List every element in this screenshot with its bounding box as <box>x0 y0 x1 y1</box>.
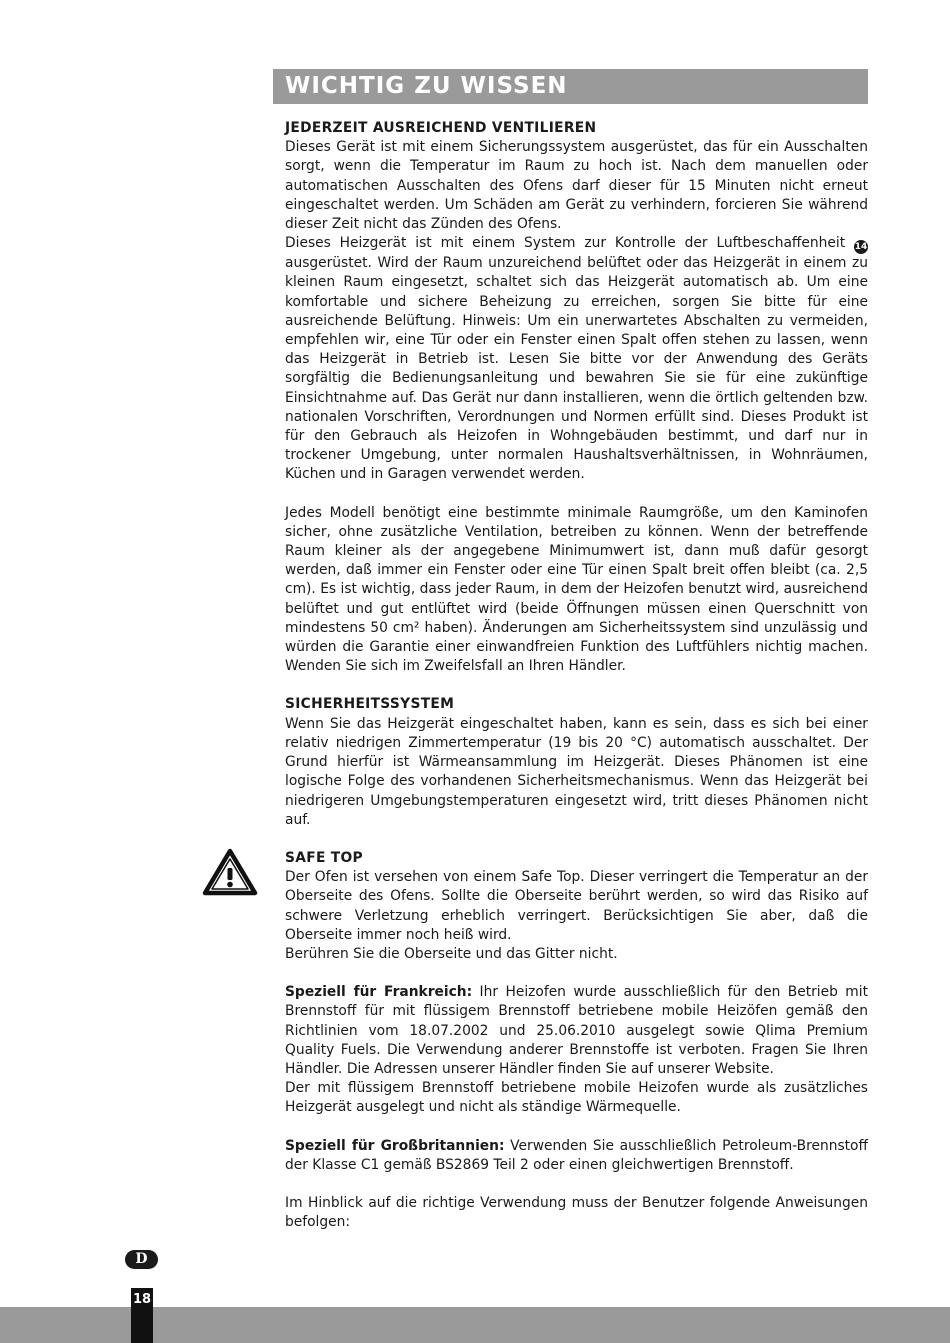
paragraph: Der mit flüssigem Brennstoff betriebene mobile Heizofen wurde als zusätzliches Heizgerät ausgelegt und nicht als ständige Wärmequelle. <box>285 1080 868 1116</box>
page-number: 18 <box>132 1292 152 1307</box>
paragraph: Berühren Sie die Oberseite und das Gitter nicht. <box>285 945 618 962</box>
section-title-bar <box>273 69 868 104</box>
paragraph-text: Ihr Heizofen wurde ausschließlich für den Betrieb mit Brennstoff für mit flüssigem Brennstoff betriebene mobile Heizöfen gemäß den Richtlinien vom 18.07.2002 und 25.06.2010 ausgelegt sowie Qlima Premium Quality Fuels. Die Verwendung anderer Brennstoffe ist verboten. Fragen Sie Ihren Händler. Die Adressen unserer Händler finden Sie auf unserer Website. <box>285 984 868 1077</box>
heading-safe-top: SAFE TOP <box>285 849 363 866</box>
paragraph: Der Ofen ist versehen von einem Safe Top. Dieser verringert die Temperatur an der Oberseite des Ofens. Sollte die Oberseite berührt werden, so wird das Risiko auf schwere Verletzung erheblich verringert. Berücksichtigen Sie aber, daß die Oberseite immer noch heiß wird. <box>285 869 868 943</box>
paragraph: Im Hinblick auf die richtige Verwendung muss der Benutzer folgende Anweisungen befolgen: <box>285 1194 868 1231</box>
reference-number-badge: 14 <box>854 242 868 253</box>
heading-ventilieren: JEDERZEIT AUSREICHEND VENTILIEREN <box>285 120 597 136</box>
paragraph: Wenn Sie das Heizgerät eingeschaltet haben, kann es sein, dass es sich bei einer relativ niedrigen Zimmertemperatur (19 bis 20 °C) automatisch ausschaltet. Der Grund hierfür ist Wärmeansammlung im Heizgerät. Dieses Phänomen ist eine logische Folge des vorhandenen Sicherheitsmechanismus. Wenn das Heizgerät bei niedrigeren Umgebungstemperaturen eingesetzt wird, tritt dieses Phänomen nicht auf. <box>285 715 868 828</box>
paragraph-grossbritannien <box>285 1137 868 1175</box>
bold-label: Speziell für Großbritannien: <box>285 1137 505 1154</box>
warning-triangle-icon <box>202 848 258 896</box>
main-content <box>285 119 868 1232</box>
paragraph: Jedes Modell benötigt eine bestimmte minimale Raumgröße, um den Kaminofen sicher, ohne zusätzliche Ventilation, betreiben zu können. Wenn der betreffende Raum kleiner als der angegebene Minimumwert ist, dann muß dafür gesorgt werden, daß immer ein Fenster oder eine Tür einen Spalt breit offen bleibt (ca. 2,5 cm). Es ist wichtig, dass jeder Raum, in dem der Heizofen benutzt wird, ausreichend belüftet und gut entlüftet wird (beide Öffnungen müssen einen Querschnitt von mindestens 50 cm² haben). Änderungen am Sicherheitssystem sind unzulässig und würden die Garantie einer einwandfreien Funktion des Luftfühlers nichtig machen. Wenden Sie sich im Zweifelsfall an Ihren Händler. <box>285 504 868 675</box>
language-badge: D <box>125 1250 158 1269</box>
paragraph-text: Dieses Heizgerät ist mit einem System zur Kontrolle der Luftbeschaffenheit <box>285 235 846 252</box>
page-title: WICHTIG ZU WISSEN <box>285 73 568 99</box>
bold-label: Speziell für Frankreich: <box>285 984 473 1001</box>
heading-sicherheitssystem: SICHERHEITSSYSTEM <box>285 696 455 713</box>
paragraph: Dieses Gerät ist mit einem Sicherungssystem ausgerüstet, das für ein Ausschalten sorgt, wenn die Temperatur im Raum zu hoch ist. Nach dem manuellen oder automatischen Ausschalten des Ofens darf dieser für 15 Minuten nicht erneut eingeschaltet werden. Um Schäden am Gerät zu verhindern, forcieren Sie während dieser Zeit nicht das Zünden des Ofens. <box>285 139 868 233</box>
paragraph-frankreich <box>285 983 868 1079</box>
paragraph <box>285 234 868 484</box>
paragraph-text: ausgerüstet. Wird der Raum unzureichend belüftet oder das Heizgerät in einem zu kleinen Raum eingesetzt, schaltet sich das Heizgerät automatisch ab. Um eine komfortable und sichere Beheizung zu erreichen, sorgen Sie bitte für eine ausreichende Belüftung. Hinweis: Um ein unerwartetes Abschalten zu vermeiden, empfehlen wir, eine Tür oder ein Fenster einen Spalt offen stehen zu lassen, wenn das Heizgerät in Betrieb ist. Lesen Sie bitte vor der Anwendung des Geräts sorgfältig die Bedienungsanleitung und bewahren Sie sie für eine zukünftige Einsichtnahme auf. Das Gerät nur dann installieren, wenn die örtlich geltenden bzw. nationalen Vorschriften, Verordnungen und Normen erfüllt sind. Dieses Produkt ist für den Gebrauch als Heizofen in Wohngebäuden bestimmt, und darf nur in trockener Umgebung, unter normalen Haushaltsverhältnissen, in Wohnräumen, Küchen und in Garagen verwendet werden. <box>285 255 868 483</box>
paragraph-text: Verwenden Sie ausschließlich Petroleum-Brennstoff der Klasse C1 gemäß BS2869 Teil 2 oder einen gleichwertigen Brennstoff. <box>285 1137 868 1173</box>
